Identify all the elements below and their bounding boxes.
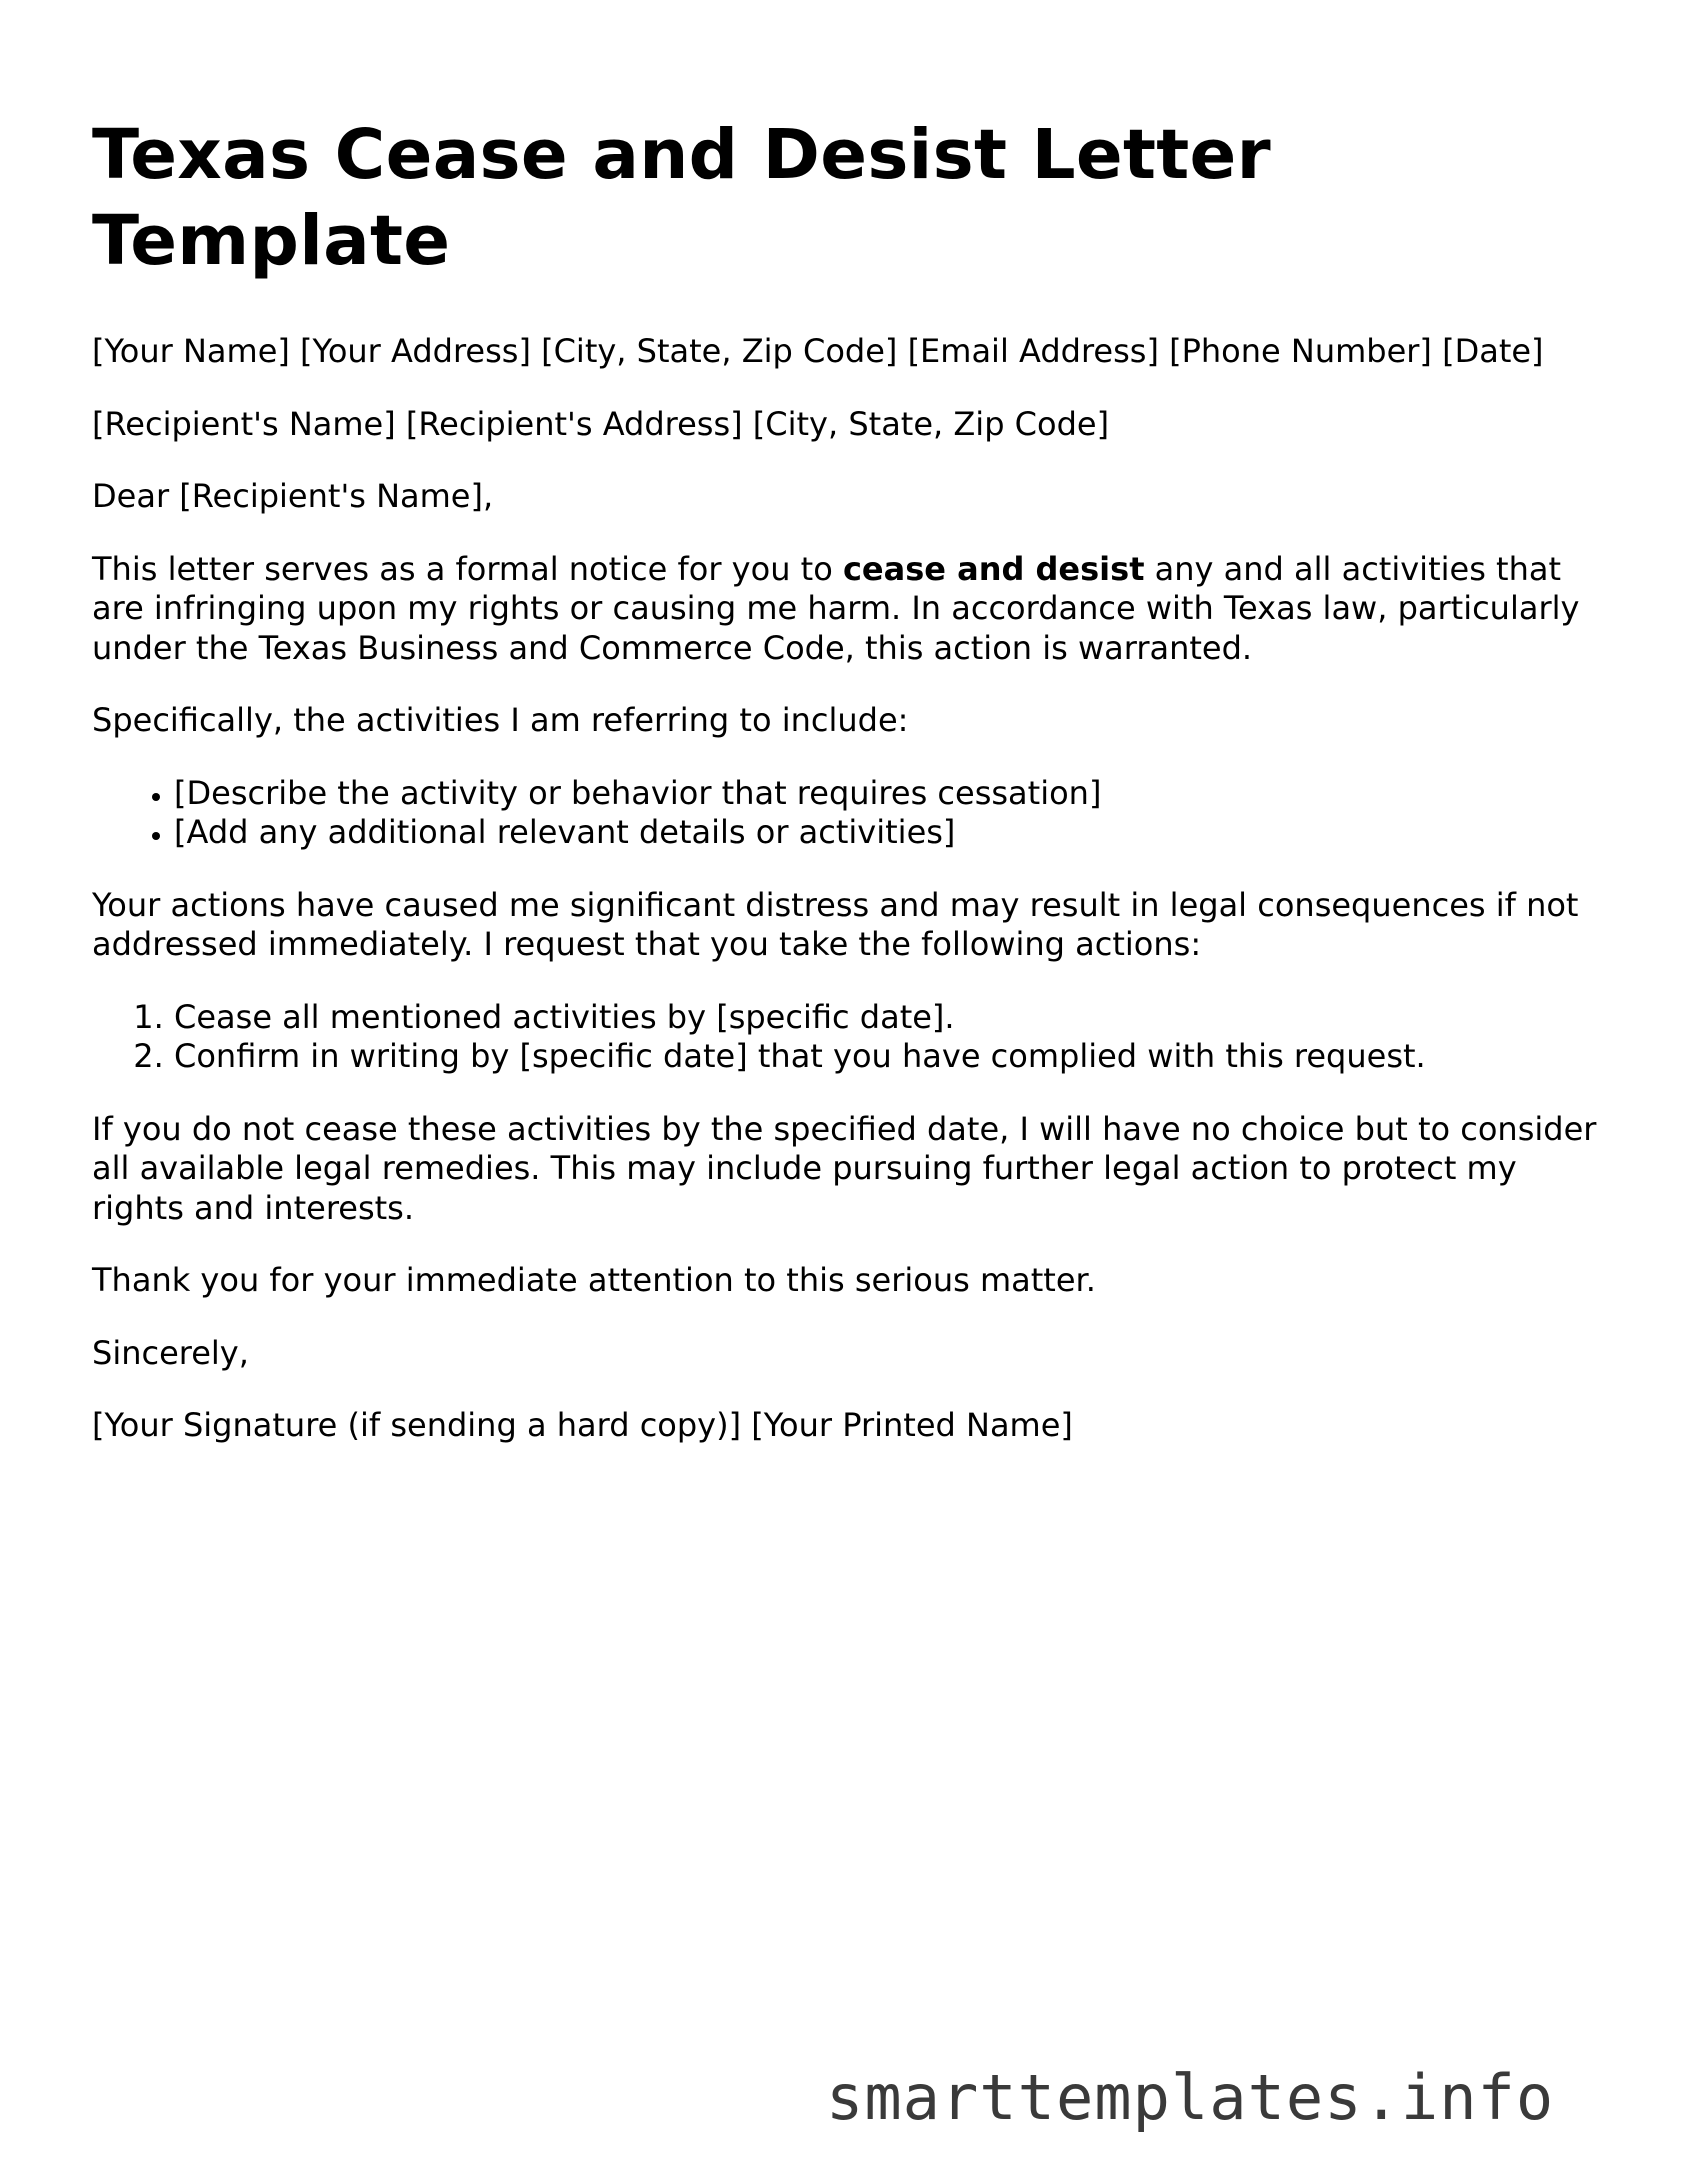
intro-text-start: This letter serves as a formal notice for you to [92,549,843,588]
sender-block: [Your Name] [Your Address] [City, State, Zip Code] [Email Address] [Phone Number] [Date] [92,332,1544,370]
signature-block: [Your Signature (if sending a hard copy)] [Your Printed Name] [92,1406,1073,1444]
consequence-paragraph: Your actions have caused me significant distress and may result in legal consequences if not addressed immediately. I request that you take the following actions: [92,885,1579,963]
intro-text-end: any and all activities that are infringing upon my rights or causing me harm. In accordance with Texas law, particularly under the Texas Business and Commerce Code, this action is warranted. [92,549,1580,667]
warning-paragraph: If you do not cease these activities by the specified date, I will have no choice but to consider all available legal remedies. This may include pursuing further legal action to protect my rights and interests. [92,1109,1597,1227]
thanks-line: Thank you for your immediate attention to this serious matter. [92,1261,1096,1299]
action-item: 2. Confirm in writing by [specific date] that you have complied with this request. [174,1037,1602,1077]
activities-list [92,774,1602,853]
activity-item: • [Add any additional relevant details or activities] [174,813,1602,853]
recipient-block: [Recipient's Name] [Recipient's Address] [City, State, Zip Code] [92,404,1110,443]
actions-list [92,998,1602,1077]
watermark: smarttemplates.info [826,2061,1555,2134]
salutation: Dear [Recipient's Name], [92,477,494,515]
document-title: Texas Cease and Desist Letter Template [92,115,1271,281]
intro-bold-phrase: cease and desist [842,549,1145,588]
letter-document [92,112,1602,1479]
activity-item: • [Describe the activity or behavior that requires cessation] [174,774,1602,814]
intro-paragraph [92,550,1602,669]
action-item: 1. Cease all mentioned activities by [specific date]. [174,998,1602,1038]
activities-intro: Specifically, the activities I am referring to include: [92,701,909,739]
closing-line: Sincerely, [92,1333,249,1372]
